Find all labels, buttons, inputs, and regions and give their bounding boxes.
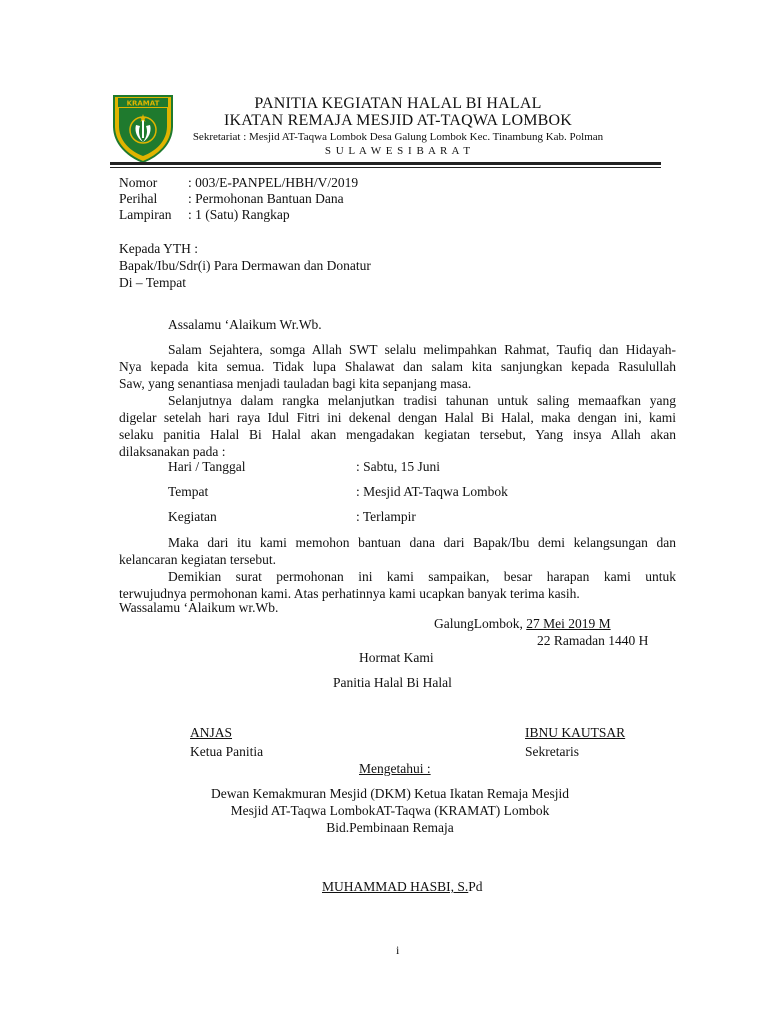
date-masehi: 27 Mei 2019 M — [526, 616, 611, 631]
acknowledged-label: Mengetahui : — [359, 761, 431, 776]
organization-logo — [110, 92, 176, 164]
logo-text: KRAMAT — [126, 99, 160, 108]
paragraph-line: Nya kepada kita semua. Tidak lupa Shalawat dan salam kita sanjungkan kepada Rasulullah — [119, 359, 676, 374]
recipient-line-1: Kepada YTH : — [119, 241, 198, 256]
meta-label-perihal: Perihal — [119, 191, 158, 206]
meta-value-nomor: : 003/E-PANPEL/HBH/V/2019 — [188, 175, 359, 190]
closing-greeting: Wassalamu ‘Alaikum wr.Wb. — [119, 600, 279, 615]
event-label-date: Hari / Tanggal — [168, 459, 246, 474]
letterhead-rule-thin — [110, 167, 661, 168]
final-signer — [322, 879, 483, 895]
final-signer-suffix: Pd — [468, 879, 483, 894]
paragraph-line: Maka dari itu kami memohon bantuan dana dari Bapak/Ibu demi kelangsungan dan — [168, 535, 676, 550]
signer-left-name: ANJAS — [190, 725, 233, 740]
paragraph-line: selaku panitia Halal Bi Halal akan mengadakan kegiatan tersebut, Yang insya Allah akan — [119, 427, 676, 442]
recipient-line-2: Bapak/Ibu/Sdr(i) Para Dermawan dan Donatur — [119, 258, 371, 273]
event-label-activity: Kegiatan — [168, 509, 217, 524]
paragraph-line: Saw, yang senantiasa menjadi tauladan bagi kita sepanjang masa. — [119, 376, 472, 391]
letterhead-rule-thick — [110, 162, 661, 165]
signer-right-role: Sekretaris — [525, 744, 579, 759]
page-number: i — [396, 943, 400, 957]
ack-line-3: Bid.Pembinaan Remaja — [326, 820, 454, 835]
letterhead-address: Sekretariat : Mesjid AT-Taqwa Lombok Desa Galung Lombok Kec. Tinambung Kab. Polman — [192, 131, 604, 143]
paragraph-line: Demikian surat permohonan ini kami sampaikan, besar harapan kami untuk — [168, 569, 676, 584]
paragraph-selanjutnya — [119, 392, 676, 460]
paragraph-line: kelancaran kegiatan tersebut. — [119, 552, 277, 567]
event-value-activity: : Terlampir — [356, 509, 416, 524]
meta-value-lampiran: : 1 (Satu) Rangkap — [188, 207, 290, 222]
meta-label-lampiran: Lampiran — [119, 207, 172, 222]
date-place: GalungLombok, — [434, 616, 527, 631]
ack-line-1: Dewan Kemakmuran Mesjid (DKM) Ketua Ikatan Remaja Mesjid — [210, 786, 570, 801]
date-hijri: 22 Ramadan 1440 H — [537, 633, 649, 648]
opening-greeting: Assalamu ‘Alaikum Wr.Wb. — [168, 317, 322, 332]
committee-name: Panitia Halal Bi Halal — [333, 675, 452, 690]
final-signer-name: MUHAMMAD HASBI, S. — [322, 879, 469, 894]
paragraph-demikian — [119, 568, 676, 602]
ack-line-2: Mesjid AT-Taqwa LombokAT-Taqwa (KRAMAT) Lombok — [230, 803, 550, 818]
meta-value-perihal: : Permohonan Bantuan Dana — [188, 191, 344, 206]
paragraph-line: digelar setelah hari raya Idul Fitri ini dekenal dengan Halal Bi Halal, maka dengan ini, kami — [119, 410, 676, 425]
date-line — [434, 616, 611, 632]
regards: Hormat Kami — [359, 650, 434, 665]
paragraph-maka — [119, 534, 676, 568]
event-value-place: : Mesjid AT-Taqwa Lombok — [356, 484, 508, 499]
paragraph-line: terwujudnya permohonan kami. Atas perhatinnya kami ucapkan banyak terima kasih. — [119, 586, 580, 601]
event-label-place: Tempat — [168, 484, 209, 499]
paragraph-line: Selanjutnya dalam rangka melanjutkan tradisi tahunan untuk saling memaafkan yang — [168, 393, 676, 408]
letterhead-region: S U L A W E S I B A R A T — [324, 145, 472, 157]
meta-label-nomor: Nomor — [119, 175, 158, 190]
letterhead-title-1: PANITIA KEGIATAN HALAL BI HALAL — [254, 95, 542, 112]
recipient-line-3: Di – Tempat — [119, 275, 187, 290]
signer-left-role: Ketua Panitia — [190, 744, 264, 759]
event-value-date: : Sabtu, 15 Juni — [356, 459, 441, 474]
paragraph-line: Salam Sejahtera, somga Allah SWT selalu melimpahkan Rahmat, Taufiq dan Hidayah- — [168, 342, 676, 357]
signer-right-name: IBNU KAUTSAR — [525, 725, 626, 740]
letterhead-title-2: IKATAN REMAJA MESJID AT-TAQWA LOMBOK — [223, 112, 573, 129]
paragraph-line: dilaksanakan pada : — [119, 444, 226, 459]
paragraph-salam — [119, 341, 676, 392]
